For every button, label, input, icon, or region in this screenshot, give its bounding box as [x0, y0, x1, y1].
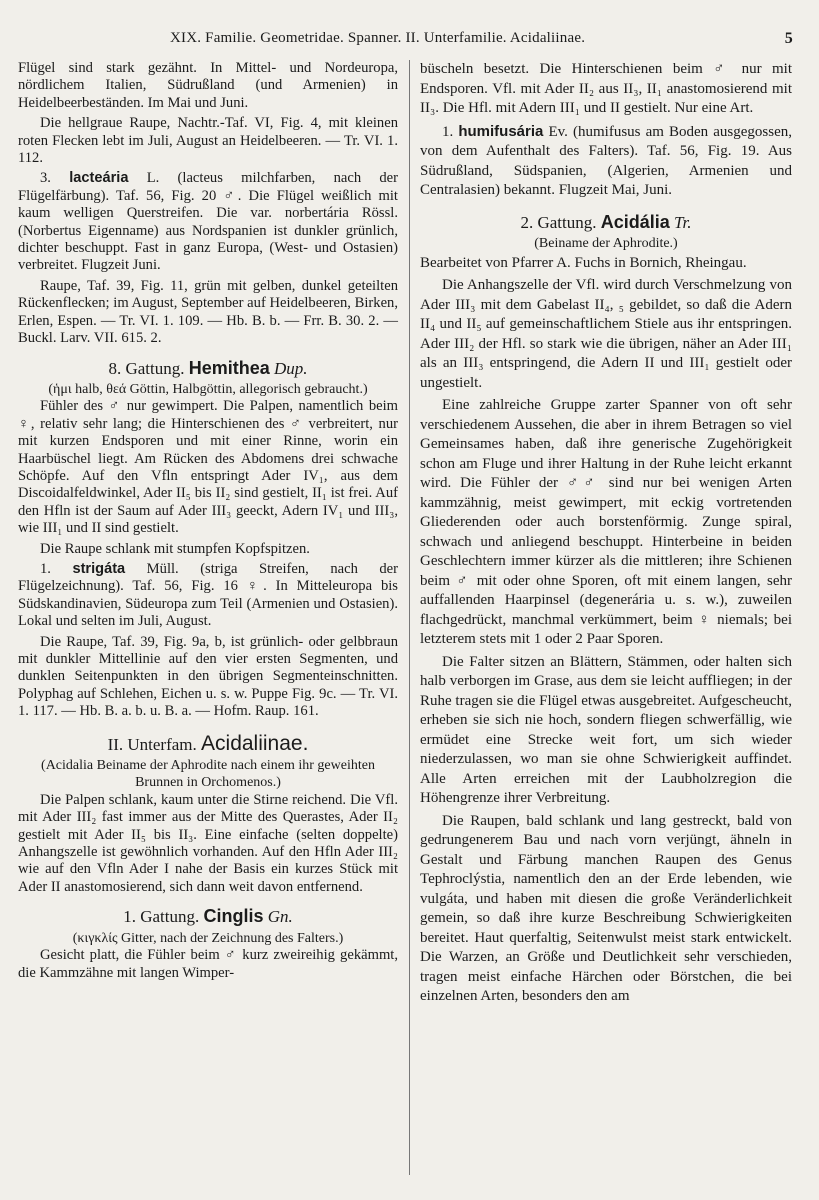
column-divider: [409, 60, 410, 1175]
paragraph: büscheln besetzt. Die Hinterschienen beim ♂ nur mit Endsporen. Vfl. mit Ader II₂ aus II₃, II₁ anastomosierend mit II₃. Die Hfl. mit Adern III₁ und II gestielt. Nur eine Art.: [420, 61, 792, 116]
paragraph: Fühler des ♂ nur gewimpert. Die Palpen, namentlich beim ♀, relativ sehr lang; die Hinterschienen des ♂ verbreitert, nur mit kurzen Endsporen und mit einer Rinne, worin ein Haarbüschel liegt. Am Rücken des Abdomens drei schwache Schöpfe. Auf den Vfln entspringt Ader IV₁, aus dem Discoidalfeldwinkel, Ader II₅ bis II₂ sind gestielt, II₁ ist frei. Auf den Hfln ist der Saum auf Ader III₃ geeckt, Adern IV₁ und III₃, wie III₁ und II sind gestielt.: [18, 398, 398, 537]
paragraph: Raupe, Taf. 39, Fig. 11, grün mit gelben, dunkel geteilten Rückenflecken; im August, September auf Heidelbeeren, Birken, Erlen, Espen. — Tr. VI. 1. 109. — Hb. B. b. — Frr. B. 30. 2. — Buckl. Larv. VII. 615. 2.: [18, 277, 398, 347]
paragraph: Die Raupe schlank mit stumpfen Kopfspitzen.: [40, 540, 310, 557]
genus-name: Acidália: [600, 211, 670, 232]
running-header: [0, 30, 819, 52]
paragraph: Gesicht platt, die Fühler beim ♂ kurz zweireihig gekämmt, die Kammzähne mit langen Wimper-: [18, 947, 398, 981]
paragraph: Die Anhangszelle der Vfl. wird durch Verschmelzung von Ader III₃ mit dem Gabelast II₄, ₅ gebildet, so daß die Adern II₄ und II₅ auf gemeinschaftlichem Stiele aus ihr entspringen. Ader III₂ der Hfl. so stark wie die übrigen, näher an Ader III₁ als an III₃ entspringend, die Adern II und III₁ gestielt oder ungestielt.: [420, 277, 792, 391]
species-number: 1.: [40, 560, 51, 577]
species-text: L. (lacteus milchfarben, nach der Flügelfärbung). Taf. 56, Fig. 20 ♂. Die Flügel weißlich mit kaum welligen Querstreifen. Die var. norbertária Rössl. (Norbertus Eigenname) aus Nordspanien ist dunkler grünlich, dichter beschuppt. Fast in ganz Europa, (West- und Ostasien) verbreitet. Flugzeit Juni.: [18, 170, 399, 274]
species-name: strigáta: [72, 560, 126, 577]
species-entry: [18, 170, 398, 274]
genus-etymology: (ἡμι halb, θεά Göttin, Halbgöttin, allegorisch gebraucht.): [48, 381, 368, 397]
genus-number: 8. Gattung.: [108, 358, 185, 378]
species-text: Ev. (humifusus am Boden ausgegossen, von dem Aufenthalt des Falters). Taf. 56, Fig. 19. Aus Südrußland, Südspanien, (Algerien, Armenien und Centralasien) bekannt. Flugzeit Mai, Juni.: [420, 123, 792, 198]
paragraph: Die Raupe, Taf. 39, Fig. 9a, b, ist grünlich- oder gelbbraun mit dunkler Mittellinie auf den vier ersten Segmenten, und dunklen Seitenpunkten in den übrigen Segmenteinschnitten. Polyphag auf Schlehen, Eichen u. s. w. Puppe Fig. 9c. — Tr. VI. 1. 117. — Hb. B. a. b. u. B. a. — Hofm. Raup. 161.: [18, 633, 398, 720]
genus-author: Tr.: [674, 212, 692, 232]
paragraph: Die Palpen schlank, kaum unter die Stirne reichend. Die Vfl. mit Ader III₂ fast immer aus der Mitte des Querastes, Ader II₂ gestielt mit Ader II₅ bis II₃. Eine einfache (selten doppelte) Anhangszelle ist gewöhnlich vorhanden. Auf den Hfln Ader III₂ wie auf den Vfln Ader I nahe der Basis ein kurzes Stück mit Ader II anastomosierend, sich dann weit davon entfernend.: [18, 791, 398, 895]
species-entry: [420, 122, 792, 201]
subfamily-number: II. Unterfam.: [107, 734, 197, 754]
paragraph: Die Falter sitzen an Blättern, Stämmen, oder halten sich halb verborgen im Grase, aus dem sie leicht auffliegen; in der Ruhe tragen sie die Flügel etwas ausgebreitet. Aufgescheucht, erheben sie sich nie hoch, sondern fliegen schwerfällig, wie ermüdet eine Strecke weit fort, um sich wieder niederzulassen, wo man sie ohne Schwierigkeit auffindet. Alle Arten erreichen mit der Laubholzregion die Höhengrenze ihrer Verbreitung.: [420, 653, 792, 806]
paragraph: Die Raupen, bald schlank und lang gestreckt, bald von gedrungenerem Bau und nach vorn verjüngt, ähneln in Gestalt und Färbung manchen Raupen des Genus Tephroclýstia, namentlich den an der Erde lebenden, wie vulgáta, und haben mit diesen die große Veränderlichkeit gemein, so daß ihre kurze Beschreibung Schwierigkeiten bereitet. Haut querfaltig, Seitenwulst meist stark entwickelt. Die Warzen, an Größe und Deutlichkeit sehr verschieden, tragen meist einfache Härchen oder Börstchen, die bei einzelnen Arten, besonders den am: [420, 812, 792, 1004]
subfamily-name: Acidaliinae.: [201, 731, 309, 755]
genus-number: 2. Gattung.: [520, 212, 597, 232]
species-name: humifusária: [458, 122, 544, 140]
species-text: Müll. (striga Streifen, nach der Flügelzeichnung). Taf. 56, Fig. 16 ♀. In Mitteleuropa bis Südskandinavien, Südeuropa zum Teil (Armenien und Ostasien). Lokal und selten im Juli, August.: [18, 560, 398, 630]
genus-etymology: (κιγκλίς Gitter, nach der Zeichnung des Falters.): [72, 930, 344, 946]
genus-heading: [420, 213, 792, 233]
paragraph: Eine zahlreiche Gruppe zarter Spanner von oft sehr verschiedenem Aussehen, die aber in ihrem Betragen so viel Gemeinsames haben, daß ihre generische Zugehörigkeit schon am Fluge und ihrer Haltung in der Ruhe leicht erkannt wird. Die Fühler der ♂♂ sind nur bei wenigen Arten kammzähnig, meist gewimpert, mit eckig vortretenden Gliederenden oder auch borstenförmig. Zunge spiral, schwach und anliegend beschuppt. Hinterbeine in beiden Geschlechtern immer kürzer als die mittleren; ihre Schienen beim ♂ mit oder ohne Sporen, oft mit einem langen, sehr auffallenden Haarpinsel (degenerária u. s. w.), zuweilen flachgedrückt, manchmal verkümmert, beim ♀ niemals; bei letzterem stets mit 1 oder 2 Paar Sporen.: [420, 397, 792, 647]
species-entry: [18, 561, 398, 631]
genus-name: Hemithea: [188, 357, 270, 378]
genus-number: 1. Gattung.: [123, 907, 200, 927]
genus-name: Cinglis: [203, 906, 264, 927]
genus-heading: [18, 908, 398, 925]
running-title: XIX. Familie. Geometridae. Spanner. II. Unterfamilie. Acidaliinae.: [170, 30, 586, 46]
genus-etymology: (Beiname der Aphrodite.): [534, 236, 678, 251]
right-column: [420, 60, 792, 1010]
genus-author: Gn.: [267, 907, 293, 927]
species-name: lacteária: [69, 170, 129, 187]
paragraph: Flügel sind stark gezähnt. In Mittel- und Nordeuropa, nördlichem Italien, Südrußland (und Armenien) in Heidelbeerbeständen. Im Mai und Juni.: [18, 60, 398, 111]
page-number: 5: [784, 30, 793, 47]
subfamily-heading: [18, 731, 398, 755]
subfamily-etymology: (Acidalia Beiname der Aphrodite nach einem ihr geweihten Brunnen in Orchomenos.): [41, 758, 375, 791]
genus-heading: [18, 357, 398, 378]
left-column: [18, 60, 398, 985]
genus-author: Dup.: [274, 358, 308, 378]
species-number: 1.: [442, 123, 454, 140]
author-credit: Bearbeitet von Pfarrer A. Fuchs in Bornich, Rheingau.: [420, 254, 747, 271]
species-number: 3.: [40, 170, 51, 187]
paragraph: Die hellgraue Raupe, Nachtr.-Taf. VI, Fig. 4, mit kleinen roten Flecken lebt im Juli, August an Heidelbeeren. — Tr. VI. 1. 112.: [18, 115, 398, 167]
